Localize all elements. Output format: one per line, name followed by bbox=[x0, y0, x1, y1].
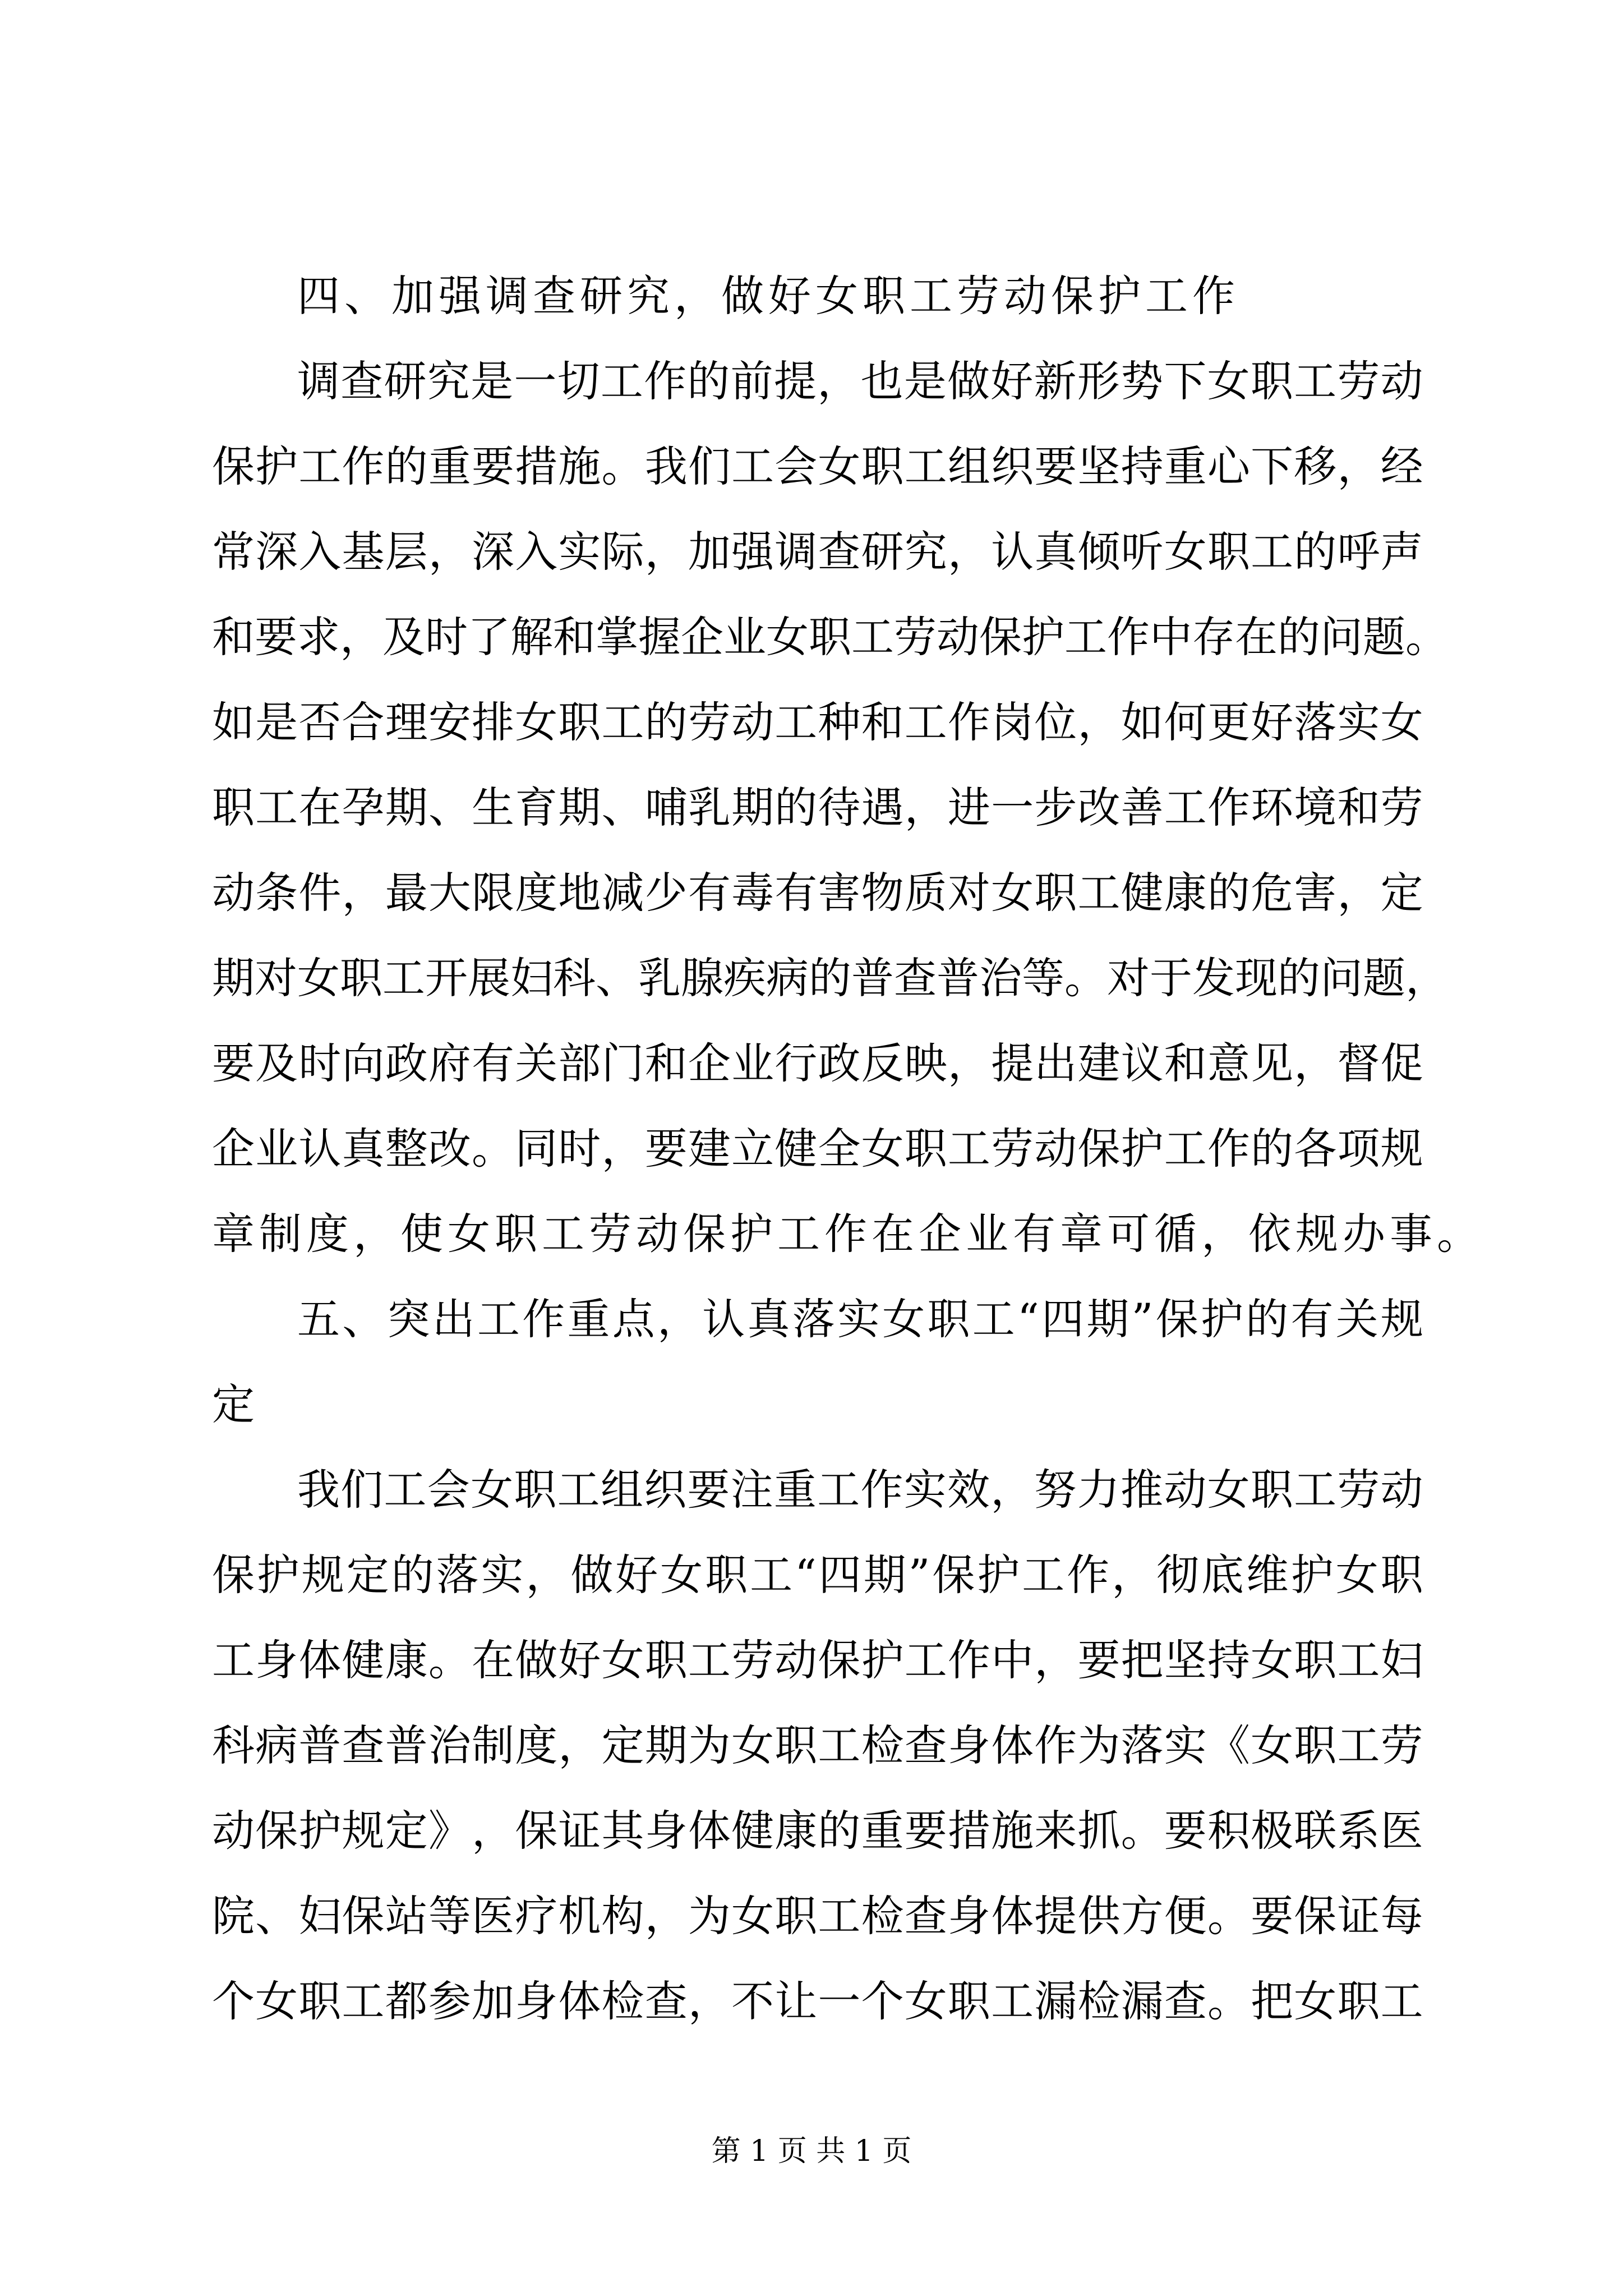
text-line: 科 病 普 查 普 治 制 度 ， 定 期 为 女 职 工 检 查 身 体 作 为 落 实 《 女 职 工 劳 bbox=[212, 1720, 1423, 1770]
document-body bbox=[212, 254, 1479, 2044]
text-line: 如 是 否 合 理 安 排 女 职 工 的 劳 动 工 种 和 工 作 岗 位 ， 如 何 更 好 落 实 女 bbox=[212, 697, 1423, 747]
text-line: 要 及 时 向 政 府 有 关 部 门 和 企 业 行 政 反 映 ， 提 出 建 议 和 意 见 ， 督 促 bbox=[212, 1038, 1423, 1088]
text-line: 期 对 女 职 工 开 展 妇 科 、 乳 腺 疾 病 的 普 查 普 治 等 。 对 于 发 现 的 问 题 ， bbox=[212, 953, 1448, 1003]
text-line: 常 深 入 基 层 ， 深 入 实 际 ， 加 强 调 查 研 究 ， 认 真 倾 听 女 职 工 的 呼 声 bbox=[212, 527, 1423, 577]
text-line: 和 要 求 ， 及 时 了 解 和 掌 握 企 业 女 职 工 劳 动 保 护 工 作 中 存 在 的 问 题 。 bbox=[212, 612, 1448, 662]
text-line: 动 条 件 ， 最 大 限 度 地 减 少 有 毒 有 害 物 质 对 女 职 工 健 康 的 危 害 ， 定 bbox=[212, 868, 1423, 918]
text-line: 企 业 认 真 整 改 。 同 时 ， 要 建 立 健 全 女 职 工 劳 动 保 护 工 作 的 各 项 规 bbox=[212, 1124, 1423, 1174]
text-line: 保 护 规 定 的 落 实 ， 做 好 女 职 工 “ 四 期 ” 保 护 工 作 ， 彻 底 维 护 女 职 bbox=[212, 1550, 1423, 1600]
text-line: 保 护 工 作 的 重 要 措 施 。 我 们 工 会 女 职 工 组 织 要 坚 持 重 心 下 移 ， 经 bbox=[212, 441, 1423, 491]
text-line: 四 、 加 强 调 查 研 究 ， 做 好 女 职 工 劳 动 保 护 工 作 bbox=[297, 271, 1235, 321]
text-line: 个 女 职 工 都 参 加 身 体 检 查 ， 不 让 一 个 女 职 工 漏 检 漏 查 。 把 女 职 工 bbox=[212, 1976, 1423, 2026]
text-line: 定 bbox=[212, 1379, 255, 1429]
text-line: 我 们 工 会 女 职 工 组 织 要 注 重 工 作 实 效 ， 努 力 推 动 女 职 工 劳 动 bbox=[297, 1465, 1423, 1515]
page-footer: 第 1 页 共 1 页 bbox=[711, 2134, 912, 2168]
text-line: 五 、 突 出 工 作 重 点 ， 认 真 落 实 女 职 工 “ 四 期 ” 保 护 的 有 关 规 bbox=[297, 1294, 1423, 1344]
text-line: 动 保 护 规 定 》 ， 保 证 其 身 体 健 康 的 重 要 措 施 来 抓 。 要 积 极 联 系 医 bbox=[212, 1806, 1423, 1856]
text-line: 工 身 体 健 康 。 在 做 好 女 职 工 劳 动 保 护 工 作 中 ， 要 把 坚 持 女 职 工 妇 bbox=[212, 1635, 1423, 1685]
text-line: 调 查 研 究 是 一 切 工 作 的 前 提 ， 也 是 做 好 新 形 势 下 女 职 工 劳 动 bbox=[297, 356, 1423, 406]
text-line: 院 、 妇 保 站 等 医 疗 机 构 ， 为 女 职 工 检 查 身 体 提 供 方 便 。 要 保 证 每 bbox=[212, 1891, 1423, 1941]
text-line: 章 制 度 ， 使 女 职 工 劳 动 保 护 工 作 在 企 业 有 章 可 循 ， 依 规 办 事 。 bbox=[212, 1209, 1479, 1259]
text-line: 职 工 在 孕 期 、 生 育 期 、 哺 乳 期 的 待 遇 ， 进 一 步 改 善 工 作 环 境 和 劳 bbox=[212, 783, 1423, 832]
